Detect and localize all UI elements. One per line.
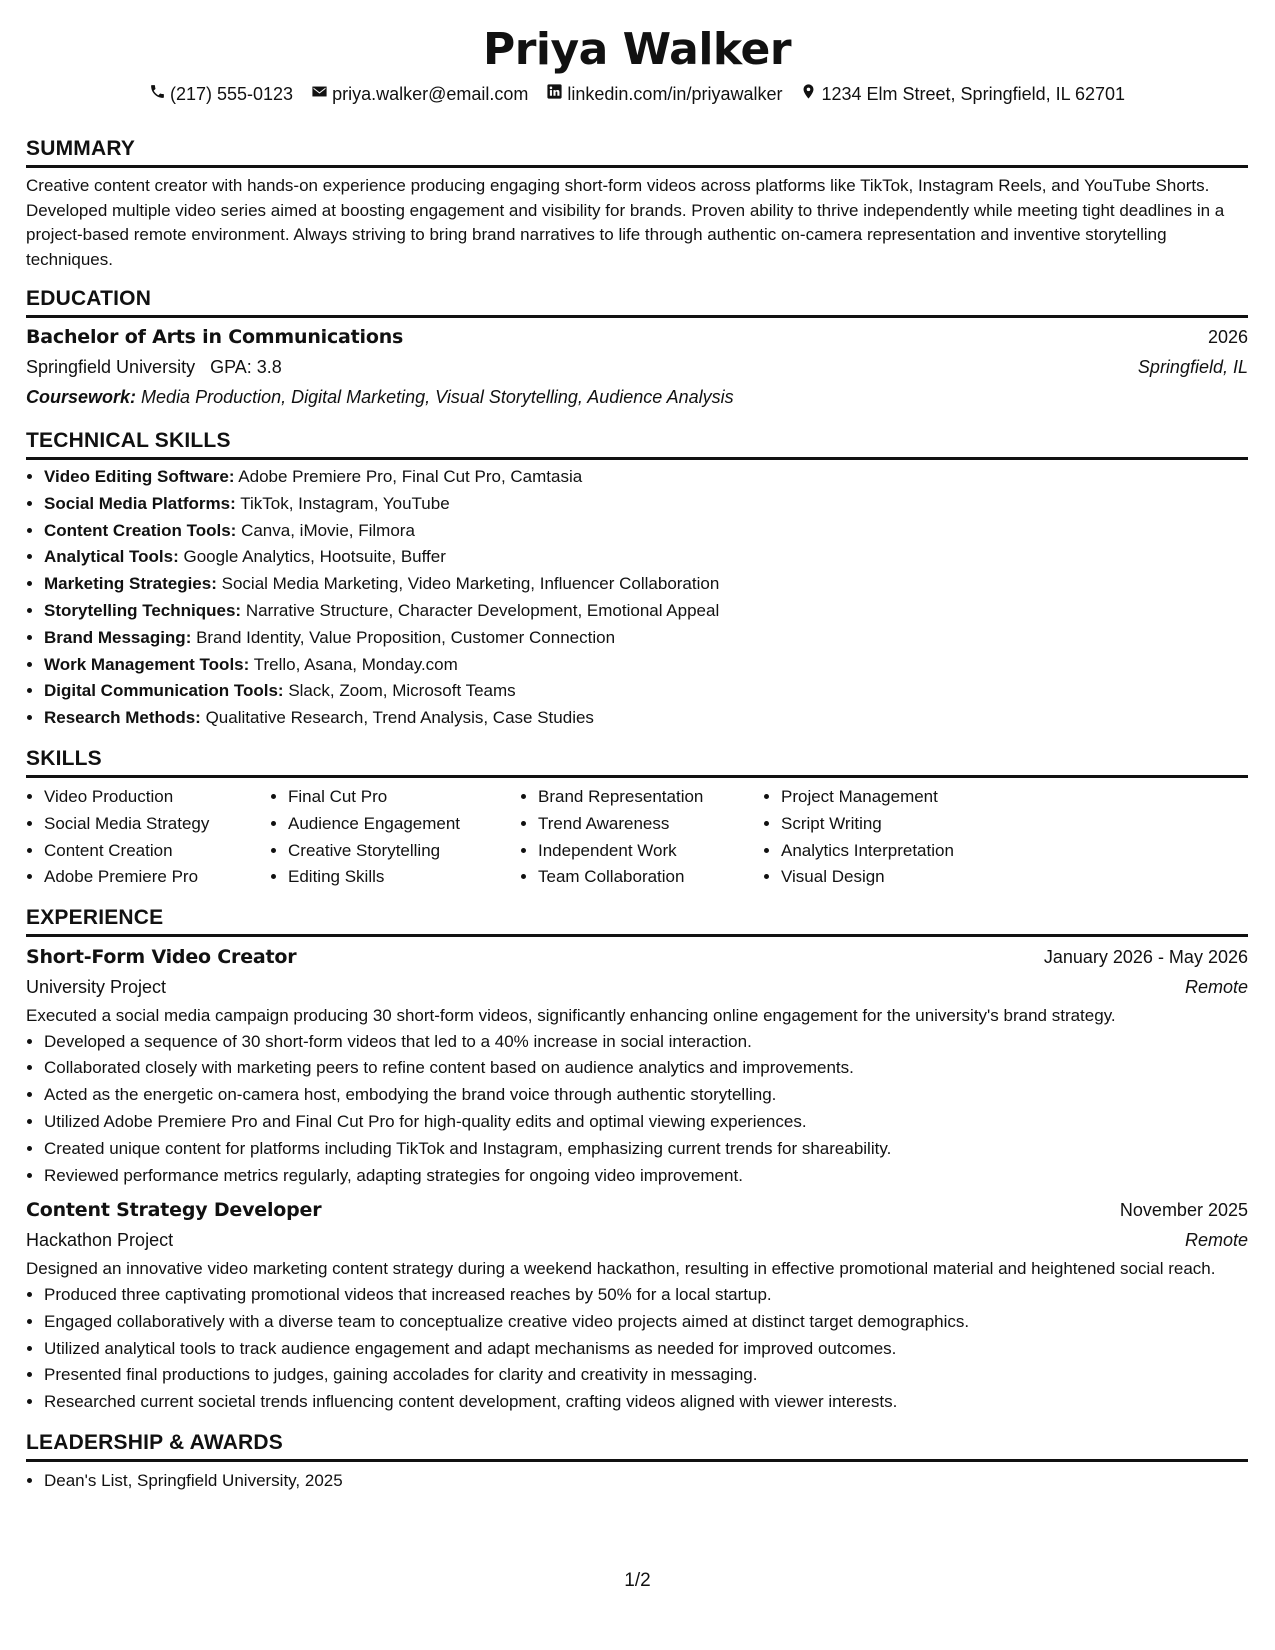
skill-category: Storytelling Techniques: [44, 600, 242, 620]
contact-address [800, 82, 1125, 106]
technical-skills-section [26, 428, 1248, 732]
section-title: SUMMARY [26, 136, 1248, 168]
education-row-degree [26, 322, 1248, 352]
list-item: • Creative Storytelling [288, 838, 520, 865]
job-summary: Designed an innovative video marketing content strategy during a weekend hackathon, resulting in effective promotional material and heightened social reach. [26, 1259, 1216, 1279]
technical-skills-list [26, 464, 1248, 732]
job-role: Short-Form Video Creator [26, 946, 297, 969]
job-location: Remote [1184, 977, 1248, 998]
skills-column [520, 784, 763, 891]
skill-values: Trello, Asana, Monday.com [253, 654, 458, 674]
job-dates: January 2026 - May 2026 [1043, 947, 1248, 968]
phone-icon [149, 82, 166, 106]
skills-column [763, 784, 1021, 891]
coursework-list: Media Production, Digital Marketing, Visual Storytelling, Audience Analysis [141, 387, 734, 407]
list-item: • Dean's List, Springfield University, 2025 [44, 1468, 1248, 1495]
list-item [44, 518, 1248, 545]
skill-category: Digital Communication Tools: [44, 681, 284, 701]
school-name: Springfield University [26, 357, 196, 377]
skill-values: Narrative Structure, Character Development, Emotional Appeal [245, 600, 720, 620]
skill-category: Work Management Tools: [44, 654, 250, 674]
skill-values: Google Analytics, Hootsuite, Buffer [183, 547, 446, 567]
skills-section [26, 746, 1248, 891]
list-item: • Script Writing [781, 811, 1021, 838]
resume-page [26, 0, 1248, 1495]
graduation-year: 2026 [1207, 327, 1248, 347]
job-header [26, 942, 1248, 972]
phone-text: (217) 555-0123 [169, 84, 294, 104]
job-role: Content Strategy Developer [26, 1199, 322, 1222]
job-org: Hackathon Project [26, 1230, 174, 1251]
leadership-section [26, 1430, 1248, 1495]
job-subheader [26, 972, 1248, 1002]
list-item: • Project Management [781, 784, 1021, 811]
job-subheader [26, 1225, 1248, 1255]
list-item [44, 464, 1248, 491]
list-item [44, 625, 1248, 652]
section-title: EXPERIENCE [26, 905, 1248, 937]
job-entry [26, 942, 1248, 1189]
skill-values: Brand Identity, Value Proposition, Customer Connection [196, 627, 616, 647]
list-item: • Engaged collaboratively with a diverse team to conceptualize creative video projects aimed at distinct target demographics. [44, 1309, 1248, 1336]
list-item: • Video Production [44, 784, 270, 811]
education-section [26, 286, 1248, 412]
contact-linkedin[interactable] [546, 82, 782, 106]
candidate-name: Priya Walker [482, 24, 792, 75]
skill-values: Social Media Marketing, Video Marketing, Influencer Collaboration [221, 574, 720, 594]
school-location: Springfield, IL [1137, 357, 1248, 377]
section-title: TECHNICAL SKILLS [26, 428, 1248, 460]
degree: Bachelor of Arts in Communications [26, 326, 404, 348]
skill-category: Content Creation Tools: [44, 520, 237, 540]
job-dates: November 2025 [1119, 1200, 1248, 1221]
skill-values: Qualitative Research, Trend Analysis, Case Studies [205, 708, 594, 728]
experience-section [26, 905, 1248, 1416]
list-item: • Audience Engagement [288, 811, 520, 838]
list-item [44, 571, 1248, 598]
list-item: • Final Cut Pro [288, 784, 520, 811]
list-item: • Researched current societal trends influencing content development, crafting videos aligned with viewer interests. [44, 1389, 1248, 1416]
job-location: Remote [1184, 1230, 1248, 1251]
address-text: 1234 Elm Street, Springfield, IL 62701 [821, 84, 1126, 104]
skill-category: Research Methods: [44, 708, 201, 728]
list-item: • Produced three captivating promotional videos that increased reaches by 50% for a local startup. [44, 1282, 1248, 1309]
list-item: • Acted as the energetic on-camera host, embodying the brand voice through authentic storytelling. [44, 1082, 1248, 1109]
page-number: 1/2 [624, 1570, 651, 1591]
list-item: • Utilized analytical tools to track audience engagement and adapt mechanisms as needed for improved outcomes. [44, 1336, 1248, 1363]
skill-category: Marketing Strategies: [44, 574, 217, 594]
list-item: • Reviewed performance metrics regularly, adapting strategies for ongoing video improvement. [44, 1163, 1248, 1190]
skill-values: Slack, Zoom, Microsoft Teams [288, 681, 516, 701]
skills-column [26, 784, 270, 891]
list-item [44, 705, 1248, 732]
job-org: University Project [26, 977, 167, 998]
section-title: EDUCATION [26, 286, 1248, 318]
list-item: • Social Media Strategy [44, 811, 270, 838]
contact-email[interactable] [311, 82, 528, 106]
skill-category: Video Editing Software: [44, 467, 235, 486]
linkedin-icon [546, 82, 563, 106]
job-bullets [26, 1282, 1248, 1416]
list-item [44, 598, 1248, 625]
skills-grid [26, 784, 1248, 891]
skill-category: Analytical Tools: [44, 547, 179, 567]
list-item: • Utilized Adobe Premiere Pro and Final Cut Pro for high-quality edits and optimal viewing experiences. [44, 1109, 1248, 1136]
list-item: • Content Creation [44, 838, 270, 865]
summary-section [26, 136, 1248, 272]
skills-column [270, 784, 520, 891]
linkedin-text[interactable]: linkedin.com/in/priyawalker [567, 84, 783, 104]
map-pin-icon [800, 82, 817, 106]
list-item: • Editing Skills [288, 864, 520, 891]
section-title: LEADERSHIP & AWARDS [26, 1430, 1248, 1462]
job-summary: Executed a social media campaign producing 30 short-form videos, significantly enhancing online engagement for the university's brand strategy. [26, 1006, 1116, 1026]
list-item: • Presented final productions to judges, gaining accolades for clarity and creativity in messaging. [44, 1362, 1248, 1389]
email-text[interactable]: priya.walker@email.com [332, 84, 529, 104]
list-item: • Independent Work [538, 838, 763, 865]
job-entry [26, 1195, 1248, 1415]
leadership-list [26, 1468, 1248, 1495]
skill-category: Brand Messaging: [44, 627, 192, 647]
coursework-label: Coursework: [26, 387, 137, 407]
list-item [44, 491, 1248, 518]
list-item: • Collaborated closely with marketing peers to refine content based on audience analytics and improvements. [44, 1055, 1248, 1082]
contact-phone [149, 82, 293, 106]
list-item [44, 544, 1248, 571]
education-row-school [26, 352, 1248, 382]
job-bullets [26, 1029, 1248, 1190]
skill-category: Social Media Platforms: [44, 493, 236, 513]
list-item: • Adobe Premiere Pro [44, 864, 270, 891]
job-header [26, 1195, 1248, 1225]
list-item [44, 678, 1248, 705]
list-item: • Created unique content for platforms including TikTok and Instagram, emphasizing current trends for shareability. [44, 1136, 1248, 1163]
list-item: • Developed a sequence of 30 short-form videos that led to a 40% increase in social interaction. [44, 1029, 1248, 1056]
coursework [26, 382, 1248, 412]
section-title: SKILLS [26, 746, 1248, 778]
list-item: • Analytics Interpretation [781, 838, 1021, 865]
contact-bar [26, 82, 1248, 106]
list-item: • Team Collaboration [538, 864, 763, 891]
summary-text: Creative content creator with hands-on experience producing engaging short-form videos across platforms like TikTok, Instagram Reels, and YouTube Shorts. Developed multiple video series aimed at boosting engagement and visibility for brands. Proven ability to thrive independently while meeting tight deadlines in a project-based remote environment. Always striving to bring brand narratives to life through authentic on-camera representation and inventive storytelling techniques. [26, 176, 1225, 269]
skill-values: TikTok, Instagram, YouTube [240, 493, 450, 513]
list-item: • Brand Representation [538, 784, 763, 811]
envelope-icon [311, 82, 328, 106]
gpa: GPA: 3.8 [210, 357, 282, 377]
list-item: • Visual Design [781, 864, 1021, 891]
list-item: • Trend Awareness [538, 811, 763, 838]
skill-values: Canva, iMovie, Filmora [241, 520, 415, 540]
list-item [44, 652, 1248, 679]
skill-values: Adobe Premiere Pro, Final Cut Pro, Camtasia [238, 467, 583, 486]
